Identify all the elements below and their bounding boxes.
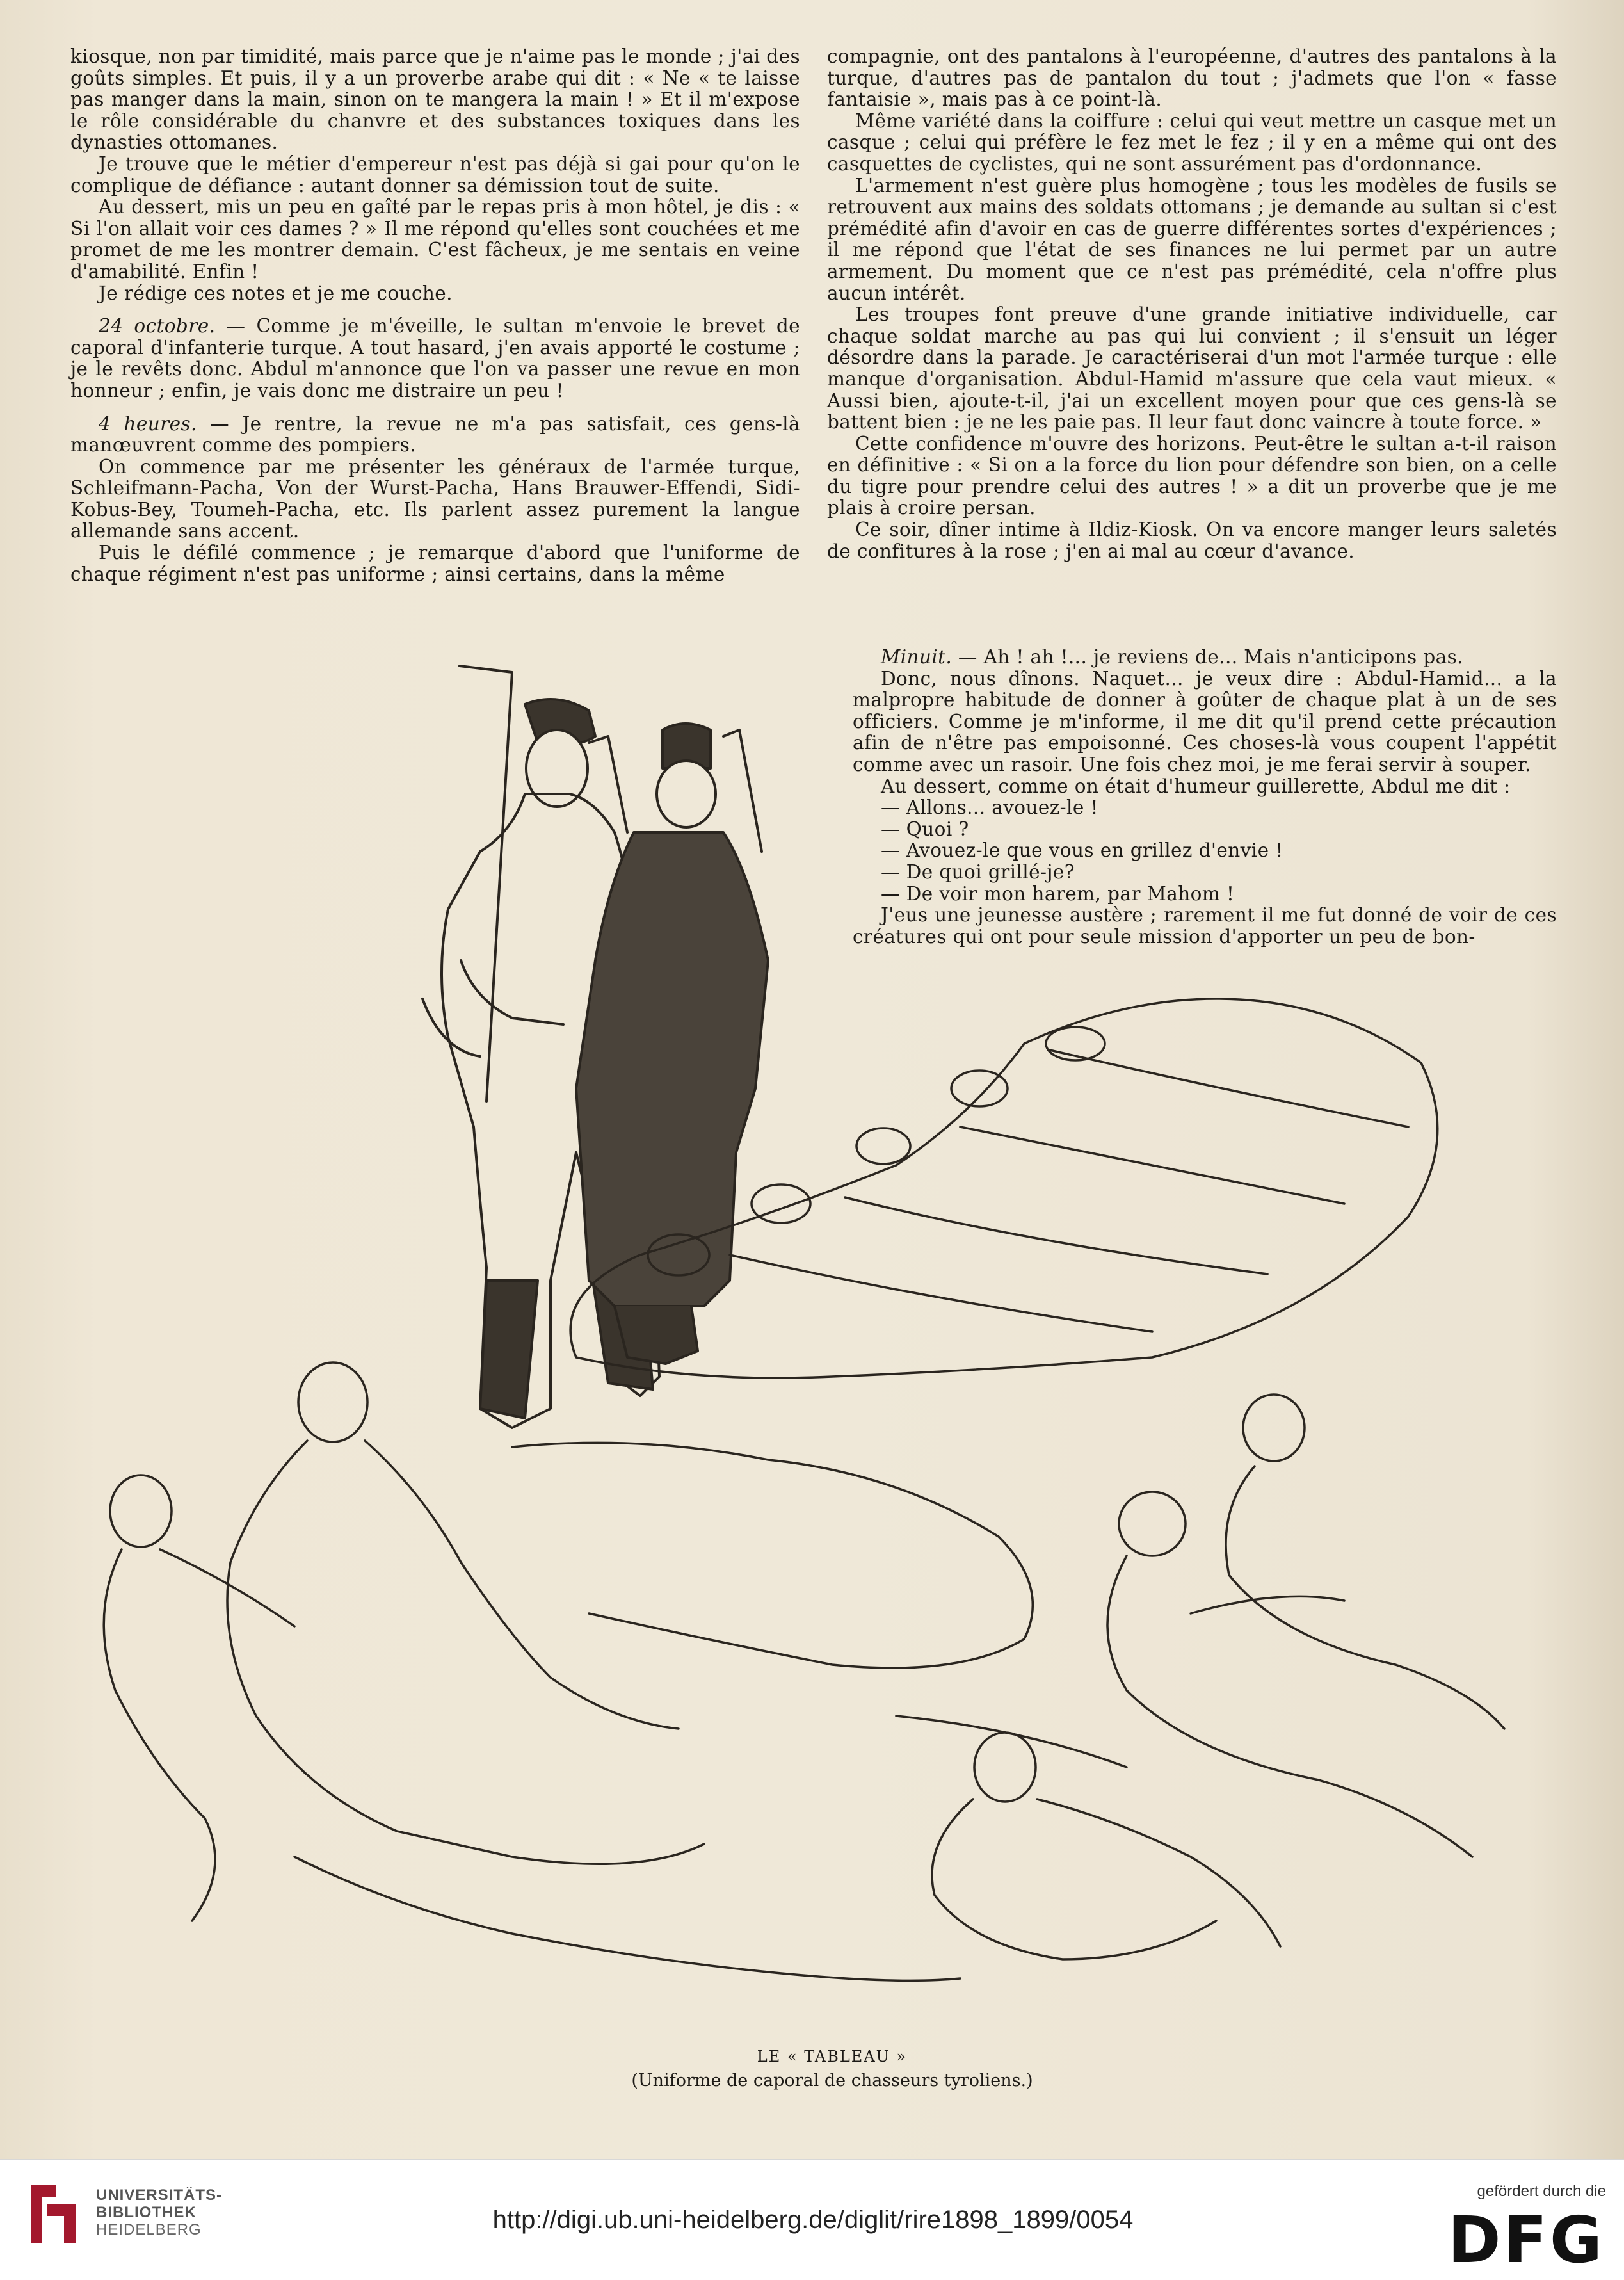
paragraph: kiosque, non par timidité, mais parce que je n'aime pas le monde ; j'ai des goûts simples. Et puis, il y a un proverbe arabe qui dit : « Ne « te laisse pas manger dans la main, sinon on te mangera la main ! » Et il m'expose le rôle considérable du chanvre et des substances toxiques dans les dynasties ottomanes. bbox=[70, 45, 800, 154]
dialogue-line: — De quoi grillé-je? bbox=[881, 861, 1075, 883]
date-label: 24 octobre. bbox=[99, 315, 216, 337]
time-label: Minuit. bbox=[881, 646, 953, 668]
paragraph: Au dessert, comme on était d'humeur guillerette, Abdul me dit : bbox=[881, 775, 1511, 797]
library-name bbox=[96, 2187, 222, 2238]
dialogue-line: — Allons... avouez-le ! bbox=[881, 796, 1098, 819]
illustration-caption-title: LE « TABLEAU » bbox=[757, 2048, 908, 2066]
paragraph: Ce soir, dîner intime à Ildiz-Kiosk. On va encore manger leurs saletés de confitures à la rose ; j'en ai mal au cœur d'avance. bbox=[827, 519, 1557, 562]
paragraph: Cette confidence m'ouvre des horizons. Peut-être le sultan a-t-il raison en définitive : « Si on a la force du lion pour défendre son bien, on a celle du tigre pour prendre celui des autres ! » a dit un proverbe que je me plais à croire persan. bbox=[827, 432, 1557, 519]
paragraph: On commence par me présenter les généraux de l'armée turque, Schleifmann-Pacha, Von der Wurst-Pacha, Hans Brauwer-Effendi, Sidi-Kobus-Bey, Toumeh-Pacha, etc. Ils parlent assez purement la langue allemande sans accent. bbox=[70, 455, 800, 542]
illustration-caption-subtitle: (Uniforme de caporal de chasseurs tyroliens.) bbox=[631, 2071, 1033, 2090]
illustration-drawing bbox=[64, 640, 1562, 2030]
paragraph-dated bbox=[70, 316, 800, 401]
paragraph: Puis le défilé commence ; je remarque d'abord que l'uniforme de chaque régiment n'est pas uniforme ; ainsi certains, dans la même bbox=[70, 542, 800, 585]
paragraph-body: — Je rentre, la revue ne m'a pas satisfait, ces gens-là manœuvrent comme des pompiers. bbox=[70, 412, 801, 457]
paragraph: L'armement n'est guère plus homogène ; tous les modèles de fusils se retrouvent aux mains des soldats ottomans ; je demande au sultan si c'est prémédité afin d'avoir en cas de guerre différentes sortes d'expériences ; il me répond que l'état de ses finances ne lui permet par un autre armement. Du moment que ce n'est pas prémédité, cela n'offre plus aucun intérêt. bbox=[827, 174, 1557, 304]
paragraph: Je trouve que le métier d'empereur n'est pas déjà si gai pour qu'on le complique de défiance : autant donner sa démission tout de suite. bbox=[70, 152, 800, 197]
library-name-line: BIBLIOTHEK bbox=[96, 2204, 197, 2221]
paragraph-body: — Comme je m'éveille, le sultan m'envoie le brevet de caporal d'infanterie turque. A tout hasard, j'en avais apporté le costume ; je le revêts donc. Abdul m'annonce que l'on va passer une revue en mon honneur ; enfin, je vais donc me distraire un peu ! bbox=[70, 315, 800, 401]
library-name-line: HEIDELBERG bbox=[96, 2221, 202, 2238]
funding-note: gefördert durch die bbox=[1477, 2183, 1606, 2200]
paragraph: Au dessert, mis un peu en gaîté par le repas pris à mon hôtel, je dis : « Si l'on allait voir ces dames ? » Il me répond qu'elles sont couchées et me promet de me les montrer demain. C'est fâcheux, je me sentais en veine d'amabilité. Enfin ! bbox=[70, 196, 800, 282]
permalink-url[interactable]: http://digi.ub.uni-heidelberg.de/diglit/rire1898_1899/0054 bbox=[492, 2206, 1134, 2234]
university-library-logo-icon bbox=[18, 2179, 88, 2249]
paragraph: Donc, nous dînons. Naquet... je veux dire : Abdul-Hamid... a la malpropre habitude de donner à goûter de chaque plat à un de ses officiers. Comme je m'informe, il me dit qu'il prend cette précaution afin de n'être pas empoisonné. Ces choses-là vous coupent l'appétit comme avec un rasoir. Une fois chez moi, je me ferai servir à souper. bbox=[853, 667, 1557, 775]
library-name-line: UNIVERSITÄTS- bbox=[96, 2187, 223, 2204]
paragraph-body: — Ah ! ah !... je reviens de... Mais n'anticipons pas. bbox=[952, 646, 1463, 668]
paragraph: compagnie, ont des pantalons à l'européenne, d'autres des pantalons à la turque, d'autres pas de pantalon du tout ; j'admets que l'on « fasse fantaisie », mais pas à ce point-là. bbox=[827, 45, 1557, 111]
paragraph: Les troupes font preuve d'une grande initiative individuelle, car chaque soldat marche au pas qui lui convient ; il s'ensuit un léger désordre dans la parade. Je caractériserai d'un mot l'armée turque : elle manque d'organisation. Abdul-Hamid m'assure que cela vaut mieux. « Aussi bien, ajoute-t-il, j'ai un excellent moyen pour que ces gens-là se battent bien : je ne les paie pas. Il leur faut donc vaincre à toute force. » bbox=[827, 303, 1557, 433]
rifle-icon bbox=[460, 666, 512, 1101]
text-column-left bbox=[70, 46, 800, 585]
paragraph: Je rédige ces notes et je me couche. bbox=[99, 282, 453, 304]
rifle-icon bbox=[723, 730, 762, 852]
paragraph: Même variété dans la coiffure : celui qui veut mettre un casque met un casque ; celui qui préfère le fez met le fez ; il y en a même qui ont des casquettes de cyclistes, qui ne sont assurément pas d'ordonnance. bbox=[827, 109, 1557, 175]
viewer-footer bbox=[0, 2159, 1624, 2280]
rifle-icon bbox=[589, 736, 627, 832]
dialogue-line: — Quoi ? bbox=[881, 818, 969, 840]
paragraph-dated bbox=[70, 414, 800, 457]
dfg-logo: DFG bbox=[1447, 2203, 1605, 2277]
reclining-figures bbox=[104, 1362, 1504, 1980]
dialogue-line: — De voir mon harem, par Mahom ! bbox=[881, 882, 1235, 905]
paragraph: J'eus une jeunesse austère ; rarement il me fut donné de voir de ces créatures qui ont pour seule mission d'apporter un peu de bon- bbox=[853, 904, 1557, 948]
time-label: 4 heures. bbox=[99, 412, 197, 435]
dialogue-line: — Avouez-le que vous en grillez d'envie ! bbox=[881, 839, 1283, 862]
text-column-right bbox=[827, 46, 1557, 562]
